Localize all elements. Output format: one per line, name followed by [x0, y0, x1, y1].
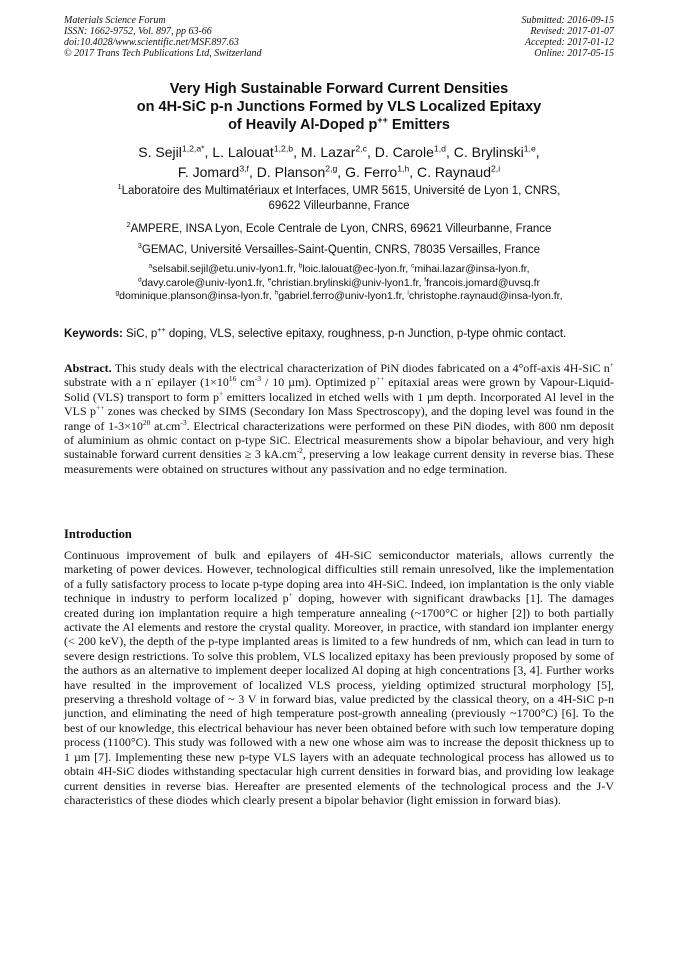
issn: ISSN: 1662-9752, Vol. 897, pp 63-66	[64, 26, 212, 37]
email-line-1: $^a$selsabil.sejil@etu.univ-lyon1.fr, $^b$loic.lalouat@ec-lyon.fr, $^c$mihai.lazar@insa-lyon.fr,	[148, 262, 530, 275]
author: G. Ferro$^{1,h}$,	[345, 163, 418, 180]
superscript: -2	[296, 446, 303, 456]
superscript: ++	[96, 403, 105, 413]
affiliation-1	[40, 184, 638, 213]
affiliation-text: AMPERE, INSA Lyon, Ecole Centrale de Lyon, CNRS, 69621 Villeurbanne, France	[130, 223, 552, 235]
header-left	[64, 15, 262, 59]
affiliation-text: GEMAC, Université Versailles-Saint-Quentin, CNRS, 78035 Versailles, France	[141, 244, 541, 256]
affiliation-marker: 1	[117, 183, 122, 192]
abstract-label: Abstract.	[64, 361, 112, 375]
abstract-body: This study deals with the electrical characterization of PiN diodes fabricated on a 4°off-axis 4H-SiC n+ substrate with a n- epilayer ($1\times 10^{16}$ $cm^{-3} / 10$ µm). Optimized p++ epitaxial areas were grown by Vapour-Liquid-Solid (VLS) transport to form p+ emitters localized in etched wells with 1 µm depth. Incorporated Al level in the VLS p++ zones was checked by SIMS (Secondary Ion Mass Spectroscopy), and the doping level was found in the range of $1-3\times 10^{20}$ $at.cm^{-3}$. Electrical characterizations were performed on these PiN diodes, with 800 nm deposit of aluminium as ohmic contact on p-type SiC. Electrical measurements show a bipolar behaviour, and very high sustainable forward current densities ≥ 3 $kA.cm^{-2}$, preserving a low leakage current density in reverse bias. These measurements were obtained on structures without any passivation and no edge termination.	[64, 360, 615, 476]
affiliation-3	[40, 243, 638, 258]
author-list	[40, 142, 638, 182]
journal-name: Materials Science Forum	[64, 15, 166, 26]
online-date: Online: 2017-05-15	[534, 48, 614, 59]
title-line-3-end: Emitters	[387, 117, 450, 133]
introduction-body: Continuous improvement of bulk and epilayers of 4H-SiC semiconductor materials, allows currently the marketing of power devices. However, technological difficulties still remain unresolved, like the implementation of a fully satisfactory process to locate p-type doping area into 4H-SiC. Indeed, ion implantation is the only viable technique in industry to perform localized p+ doping, however with significant drawbacks [1]. The damages created during ion implantation require a high temperature annealing (~1700°C or higher [2]) to both partially activate the Al elements and restore the crystal quality. Moreover, in practice, with standard ion implanter energy (< 200 keV), the depth of the p-type implanted areas is limited to a few hundreds of nm, which can lead in turn to severe design restrictions. To solve this problem, VLS localized epitaxy has been previously proposed by some of the authors as an alternative to implement deeper localized Al doping at high concentrations [3, 4]. Further works have resulted in the improvement of localized VLS process, yielding optimized structural morphology [5], preserving a threshold voltage of ~ 3 V in forward bias, value predicted by the classical theory, on a 4H-SiC p-n junction, and eliminating the need of high temperature post-growth annealing (previously ~1700°C) [6]. To the best of our knowledge, this electrical behaviour has never been obtained before with such low temperature doping process (1100°C). This study was followed with a new one whose aim was to increase the deposit thickness up to 1 µm [7]. Implementing these new p-type VLS layers with an adequate technological process has allowed us to obtain 4H-SiC diodes withstanding spectacular high current densities in forward bias, and providing low leakage current densities in reverse bias. Hereafter are presented elements of the technological process and the J-V characteristics of these diodes which clearly present a bipolar behavior (light emission in forward bias).	[64, 548, 614, 807]
email-line-3: $^g$dominique.planson@insa-lyon.fr, $^h$gabriel.ferro@univ-lyon1.fr, $^i$christophe.raynaud@insa-lyon.fr,	[115, 289, 563, 302]
header-right	[522, 15, 615, 59]
email-link[interactable]: $^b$loic.lalouat@ec-lyon.fr	[298, 262, 406, 275]
abstract	[64, 361, 614, 476]
author: C. Raynaud$^{2,i}$	[417, 163, 501, 180]
email-link[interactable]: $^e$christian.brylinski@univ-lyon1.fr	[267, 276, 419, 289]
author: F. Jomard$^{3,f}$,	[177, 163, 257, 180]
author-line-1	[40, 142, 638, 162]
title-line-3-text: of Heavily Al-Doped p	[228, 117, 378, 133]
copyright: © 2017 Trans Tech Publications Ltd, Switzerland	[64, 48, 262, 59]
author: S. Sejil$^{1,2,a*}$,	[138, 143, 213, 160]
author: M. Lazar$^{2,c}$,	[300, 143, 375, 160]
superscript: -3	[180, 417, 187, 427]
superscript: ++	[375, 374, 385, 384]
paper-title	[40, 80, 638, 134]
doi: doi:10.4028/www.scientific.net/MSF.897.63	[64, 37, 239, 48]
email-link[interactable]: $^c$mihai.lazar@insa-lyon.fr	[411, 262, 527, 275]
author: D. Planson$^{2,g}$,	[256, 163, 346, 180]
revised-date: Revised: 2017-01-07	[530, 26, 614, 37]
author: L. Lalouat$^{1,2,b}$,	[212, 143, 301, 160]
superscript: +	[288, 590, 293, 600]
email-link[interactable]: $^a$selsabil.sejil@etu.univ-lyon1.fr	[148, 262, 293, 275]
author-line-2	[40, 162, 638, 182]
affiliation-marker: 3	[137, 242, 142, 251]
author: D. Carole$^{1,d}$,	[374, 143, 454, 160]
submitted-date: Submitted: 2016-09-15	[521, 15, 614, 26]
superscript: +	[609, 360, 614, 369]
affiliation-text: Laboratoire des Multimatériaux et Interfaces, UMR 5615, Université de Lyon 1, CNRS,	[121, 185, 561, 197]
superscript: 16	[228, 374, 237, 384]
superscript: -	[151, 374, 154, 384]
email-link[interactable]: $^f$francois.jomard@uvsq.fr	[424, 276, 541, 289]
title-line-3	[40, 116, 638, 134]
author: C. Brylinski$^{1,e}$,	[453, 143, 540, 160]
author-emails	[40, 263, 638, 304]
superscript: -3	[254, 374, 262, 384]
keywords-text: SiC, p	[122, 328, 158, 340]
keywords-text: doping, VLS, selective epitaxy, roughness, p-n Junction, p-type ohmic contact.	[165, 328, 567, 340]
email-link[interactable]: $^i$christophe.raynaud@insa-lyon.fr	[407, 289, 560, 302]
email-link[interactable]: $^d$davy.carole@univ-lyon1.fr	[137, 276, 262, 289]
superscript: 20	[142, 417, 151, 427]
title-line-2: on 4H-SiC p-n Junctions Formed by VLS Localized Epitaxy	[136, 99, 542, 115]
affiliation-2	[40, 222, 638, 237]
keywords	[64, 327, 614, 341]
title-line-1: Very High Sustainable Forward Current Densities	[169, 81, 509, 97]
keywords-superscript: ++	[157, 326, 166, 335]
affiliation-marker: 2	[126, 221, 131, 230]
affiliation-text: 69622 Villeurbanne, France	[268, 199, 410, 212]
email-link[interactable]: $^h$gabriel.ferro@univ-lyon1.fr	[274, 289, 402, 302]
superscript: +	[219, 388, 224, 398]
keywords-label: Keywords:	[64, 328, 123, 340]
accepted-date: Accepted: 2017-01-12	[524, 37, 614, 48]
email-link[interactable]: $^g$dominique.planson@insa-lyon.fr	[115, 289, 269, 302]
email-line-2: $^d$davy.carole@univ-lyon1.fr, $^e$christian.brylinski@univ-lyon1.fr, $^f$francois.jomard@uvsq.fr	[137, 276, 541, 289]
section-heading-introduction: Introduction	[64, 527, 132, 541]
title-superscript: ++	[377, 115, 388, 126]
